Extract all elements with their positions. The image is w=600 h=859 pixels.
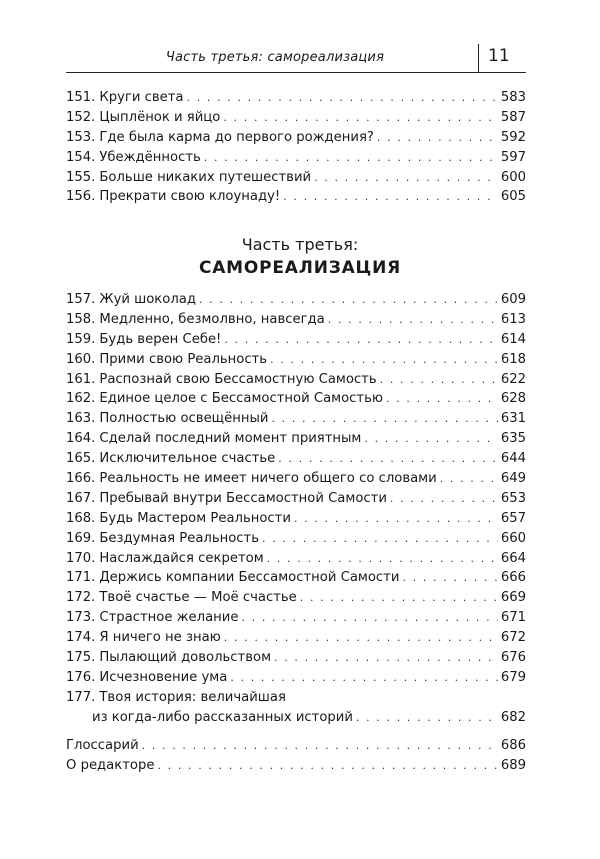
leader-dots <box>440 469 498 489</box>
toc-entry-number: 161. <box>66 371 96 387</box>
toc-entry-page: 618 <box>500 351 526 367</box>
leader-dots <box>390 489 498 509</box>
toc-entry-page: 628 <box>500 391 526 407</box>
toc-entry-number: 176. <box>66 669 96 685</box>
header-rule <box>66 72 526 73</box>
toc-entry-page: 635 <box>500 431 526 447</box>
leader-dots <box>377 128 498 148</box>
toc-list-end <box>66 736 526 776</box>
toc-entry-177 <box>66 688 526 728</box>
toc-entry <box>66 330 526 350</box>
toc-entry <box>66 668 526 688</box>
toc-entry-number: 172. <box>66 590 96 606</box>
toc-entry-page: 644 <box>500 451 526 467</box>
toc-entry-title: Медленно, безмолвно, навсегда <box>99 311 325 327</box>
toc-entry-title: Полностью освещённый <box>99 411 269 427</box>
toc-entry-title: Держись компании Бессамостной Самости <box>99 570 400 586</box>
toc-entry-page: 614 <box>500 331 526 347</box>
toc-entry-page: 679 <box>500 669 526 685</box>
toc-entry <box>66 88 526 108</box>
toc-entry <box>66 350 526 370</box>
toc-entry-title: Твоя история: величайшая <box>99 690 286 705</box>
toc-entry-continuation <box>66 708 526 728</box>
toc-entry <box>66 168 526 188</box>
toc-entry-page: 587 <box>500 109 526 125</box>
toc-entry-title: О редакторе <box>66 757 155 773</box>
toc-list-top <box>66 88 526 207</box>
leader-dots <box>224 628 498 648</box>
toc-entry-title: Больше никаких путешествий <box>99 169 312 185</box>
toc-entry-title: Страстное желание <box>99 610 239 626</box>
toc-entry-title: Прими свою Реальность <box>99 351 268 367</box>
toc-entry <box>66 628 526 648</box>
leader-dots <box>142 736 498 756</box>
toc-entry <box>66 736 526 756</box>
toc-entry <box>66 568 526 588</box>
toc-entry <box>66 108 526 128</box>
toc-entry-number: 175. <box>66 650 96 666</box>
leader-dots <box>294 509 498 529</box>
toc-entry-page: 682 <box>500 709 526 725</box>
leader-dots <box>271 409 497 429</box>
page-header <box>0 0 600 80</box>
toc-entry <box>66 449 526 469</box>
toc-entry-title: Где была карма до первого рождения? <box>99 129 374 145</box>
toc-entry-number: 167. <box>66 490 96 506</box>
toc-entry-page: 676 <box>500 650 526 666</box>
toc-entry-number: 152. <box>66 109 96 125</box>
toc-entry-number: 164. <box>66 431 96 447</box>
toc-entry-number: 154. <box>66 149 96 165</box>
toc-entry-number: 155. <box>66 169 96 185</box>
leader-dots <box>230 668 498 688</box>
toc-entry-page: 613 <box>500 311 526 327</box>
part-title: САМОРЕАЛИЗАЦИЯ <box>198 258 402 278</box>
leader-dots <box>283 187 498 207</box>
leader-dots <box>380 370 498 390</box>
toc-entry-title: Пылающий довольством <box>99 650 272 666</box>
part-subtitle: Часть третья: <box>241 235 359 254</box>
leader-dots <box>204 148 498 168</box>
toc-entry-title: Круги света <box>99 90 184 105</box>
toc-entry-page: 653 <box>500 490 526 506</box>
toc-entry <box>66 128 526 148</box>
toc-entry-title: Твоё счастье — Моё счастье <box>99 590 297 606</box>
toc-entry-number: 156. <box>66 189 96 205</box>
toc-entry-title: Сделай последний момент приятным <box>99 431 362 447</box>
toc-entry-title: Убеждённость <box>99 149 201 165</box>
part-heading <box>0 234 600 280</box>
toc-entry <box>66 608 526 628</box>
toc-entry-page: 649 <box>500 471 526 487</box>
toc-entry-title: Исключительное счастье <box>99 451 276 467</box>
toc-entry-number: 171. <box>66 570 96 586</box>
toc-entry-page: 672 <box>500 630 526 646</box>
toc-entry <box>66 648 526 668</box>
toc-entry <box>66 549 526 569</box>
leader-dots <box>224 330 497 350</box>
toc-entry <box>66 529 526 549</box>
leader-dots <box>386 389 498 409</box>
toc-entry-number: 174. <box>66 630 96 646</box>
toc-entry-number: 151. <box>66 90 96 105</box>
toc-entry <box>66 310 526 330</box>
toc-entry-page: 583 <box>500 90 526 105</box>
toc-entry <box>66 509 526 529</box>
toc-entry-title: Глоссарий <box>66 738 139 753</box>
toc-entry-title: Пребывай внутри Бессамостной Самости <box>99 490 387 506</box>
toc-entry-number: 173. <box>66 610 96 626</box>
toc-entry-page: 669 <box>500 590 526 606</box>
header-divider <box>478 44 479 72</box>
toc-entry-number: 168. <box>66 510 96 526</box>
leader-dots <box>274 648 498 668</box>
leader-dots <box>241 608 497 628</box>
toc-entry-title: Прекрати свою клоунаду! <box>99 189 281 205</box>
toc-entry-page: 605 <box>500 189 526 205</box>
leader-dots <box>314 168 498 188</box>
leader-dots <box>199 290 498 310</box>
toc-entry-number: 162. <box>66 391 96 407</box>
toc-entry-page: 686 <box>500 738 526 753</box>
toc-entry-page: 600 <box>500 169 526 185</box>
toc-entry-page: 689 <box>500 757 526 773</box>
running-title: Часть третья: самореализация <box>165 50 385 65</box>
toc-entry-number: 177. <box>66 690 96 705</box>
toc-entry-number: 166. <box>66 471 96 487</box>
toc-entry-title: Будь верен Себе! <box>99 331 222 347</box>
toc-entry-page: 631 <box>500 411 526 427</box>
toc-entry-page: 622 <box>500 371 526 387</box>
leader-dots <box>223 108 497 128</box>
toc-entry-page: 592 <box>500 129 526 145</box>
toc-entry-page: 671 <box>500 610 526 626</box>
leader-dots <box>262 529 498 549</box>
toc-entry <box>66 489 526 509</box>
toc-entry-page: 660 <box>500 530 526 546</box>
toc-entry <box>66 409 526 429</box>
toc-entry-title: Единое целое с Бессамостной Самостью <box>99 391 383 407</box>
toc-entry-page: 597 <box>500 149 526 165</box>
leader-dots <box>300 588 498 608</box>
toc-entry-number: 157. <box>66 292 96 307</box>
toc-entry-title: Жуй шоколад <box>99 292 196 307</box>
toc-entry-number: 169. <box>66 530 96 546</box>
toc-entry <box>66 588 526 608</box>
toc-entry-title: Наслаждайся секретом <box>99 550 264 566</box>
page-number: 11 <box>488 46 510 66</box>
toc-entry <box>66 187 526 207</box>
toc-entry <box>66 370 526 390</box>
leader-dots <box>267 549 498 569</box>
toc-entry-number: 165. <box>66 451 96 467</box>
toc-entry-title: Цыплёнок и яйцо <box>99 109 221 125</box>
toc-entry-number: 163. <box>66 411 96 427</box>
toc-entry-title: Исчезновение ума <box>99 669 228 685</box>
leader-dots <box>187 88 498 108</box>
toc-entry-title: Реальность не имеет ничего общего со словами <box>99 471 437 487</box>
toc-entry-title: Будь Мастером Реальности <box>99 510 291 526</box>
toc-entry <box>66 469 526 489</box>
toc-entry <box>66 290 526 310</box>
leader-dots <box>157 756 497 776</box>
toc-entry-title: Распознай свою Бессамостную Самость <box>99 371 377 387</box>
toc-entry-title: Бездумная Реальность <box>99 530 259 546</box>
toc-entry <box>66 148 526 168</box>
leader-dots <box>270 350 498 370</box>
toc-entry-number: 159. <box>66 331 96 347</box>
leader-dots <box>328 310 498 330</box>
leader-dots <box>278 449 498 469</box>
toc-entry <box>66 688 526 708</box>
toc-list-main <box>66 290 526 688</box>
toc-entry-number: 153. <box>66 129 96 145</box>
toc-entry-page: 657 <box>500 510 526 526</box>
toc-entry-title: из когда-либо рассказанных историй <box>92 709 353 725</box>
toc-entry-number: 170. <box>66 550 96 566</box>
toc-entry-title: Я ничего не знаю <box>99 630 221 646</box>
toc-entry-page: 609 <box>500 292 526 307</box>
toc-entry-number: 158. <box>66 311 96 327</box>
toc-entry-number: 160. <box>66 351 96 367</box>
leader-dots <box>356 708 498 728</box>
leader-dots <box>364 429 497 449</box>
toc-entry <box>66 429 526 449</box>
toc-entry-page: 666 <box>500 570 526 586</box>
toc-entry-page: 664 <box>500 550 526 566</box>
toc-entry <box>66 389 526 409</box>
leader-dots <box>402 568 497 588</box>
toc-entry <box>66 756 526 776</box>
